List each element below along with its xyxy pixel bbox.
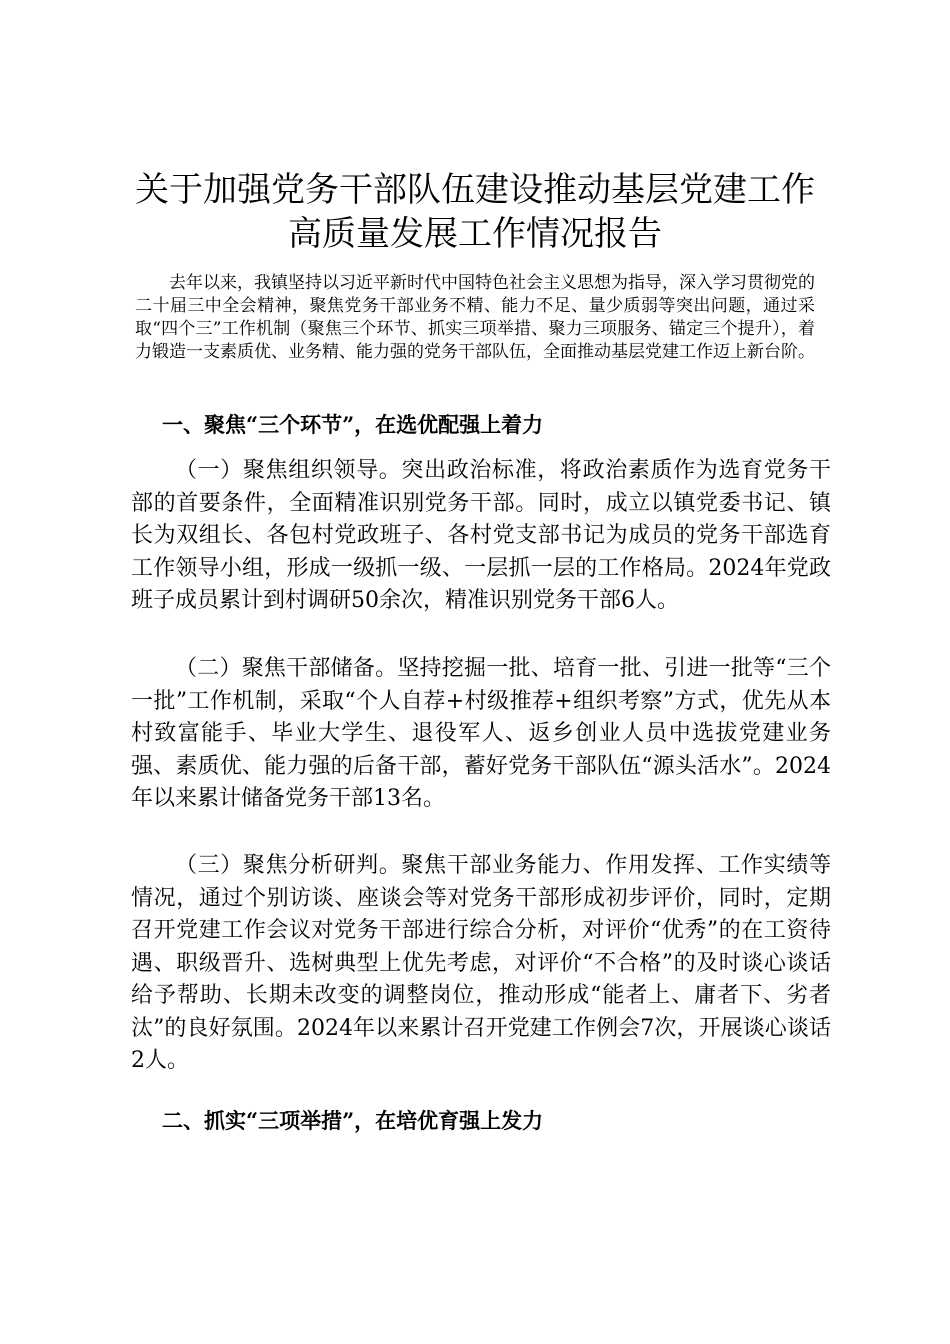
title-line-2: 高质量发展工作情况报告 <box>288 214 662 254</box>
section-1-paragraph-1: （一）聚焦组织领导。突出政治标准，将政治素质作为选育党务干部的首要条件，全面精准识别党务干部。同时，成立以镇党委书记、镇长为双组长、各包村党政班子、各村党支部书记为成员的党务干部选育工作领导小组，形成一级抓一级、一层抓一层的工作格局。2024年党政班子成员累计到村调研50余次，精准识别党务干部6人。 <box>131 458 831 613</box>
section-heading-2: 二、抓实“三项举措”，在培优育强上发力 <box>162 1108 544 1133</box>
document-title <box>100 168 850 256</box>
section-1-paragraph-2: （二）聚焦干部储备。坚持挖掘一批、培育一批、引进一批等“三个一批”工作机制，采取“个人自荐+村级推荐+组织考察”方式，优先从本村致富能手、毕业大学生、退役军人、返乡创业人员中选拔党建业务强、素质优、能力强的后备干部，蓄好党务干部队伍“源头活水”。2024年以来累计储备党务干部13名。 <box>131 656 831 811</box>
title-line-1: 关于加强党务干部队伍建设推动基层党建工作 <box>135 170 815 210</box>
section-heading-1: 一、聚焦“三个环节”，在选优配强上着力 <box>162 412 544 437</box>
intro-paragraph: 去年以来，我镇坚持以习近平新时代中国特色社会主义思想为指导，深入学习贯彻党的二十届三中全会精神，聚焦党务干部业务不精、能力不足、量少质弱等突出问题，通过采取“四个三”工作机制（聚焦三个环节、抓实三项举措、聚力三项服务、锚定三个提升），着力锻造一支素质优、业务精、能力强的党务干部队伍，全面推动基层党建工作迈上新台阶。 <box>135 273 815 362</box>
section-1-paragraph-3: （三）聚焦分析研判。聚焦干部业务能力、作用发挥、工作实绩等情况，通过个别访谈、座谈会等对党务干部形成初步评价，同时，定期召开党建工作会议对党务干部进行综合分析，对评价“优秀”的在工资待遇、职级晋升、选树典型上优先考虑，对评价“不合格”的及时谈心谈话给予帮助、长期未改变的调整岗位，推动形成“能者上、庸者下、劣者汰”的良好氛围。2024年以来累计召开党建工作例会7次，开展谈心谈话2人。 <box>131 853 831 1073</box>
